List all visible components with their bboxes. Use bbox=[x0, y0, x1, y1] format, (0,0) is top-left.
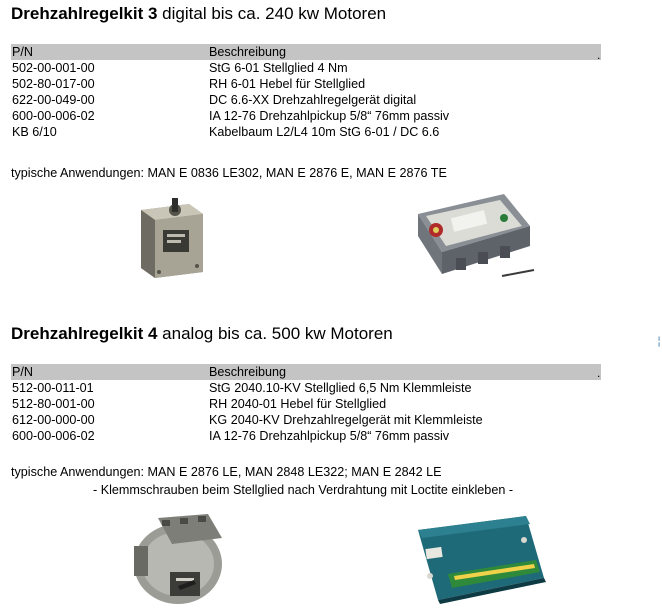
part-description: IA 12-76 Drehzahlpickup 5/8“ 76mm passiv bbox=[209, 429, 450, 443]
part-number: 502-80-017-00 bbox=[12, 77, 95, 91]
part-description: Kabelbaum L2/L4 10m StG 6-01 / DC 6.6 bbox=[209, 125, 440, 139]
part-number: 502-00-001-00 bbox=[12, 61, 95, 75]
kit4-parts-table bbox=[11, 364, 601, 444]
actuator-stg6-photo bbox=[137, 192, 207, 280]
trailing-dot: . bbox=[597, 48, 601, 62]
part-number: KB 6/10 bbox=[12, 125, 57, 139]
part-number: 600-00-006-02 bbox=[12, 109, 95, 123]
part-description: RH 6-01 Hebel für Stellglied bbox=[209, 77, 366, 91]
controller-kg2040-photo bbox=[414, 512, 548, 604]
table-row bbox=[11, 396, 601, 412]
table-header-row bbox=[11, 364, 601, 380]
column-header-description: Beschreibung bbox=[208, 364, 601, 380]
trailing-dot: . bbox=[597, 366, 601, 380]
part-number: 622-00-049-00 bbox=[12, 93, 95, 107]
table-row bbox=[11, 76, 601, 92]
column-header-pn: P/N bbox=[11, 44, 208, 60]
kit3-parts-table bbox=[11, 44, 601, 140]
part-description: StG 6-01 Stellglied 4 Nm bbox=[209, 61, 348, 75]
part-description: RH 2040-01 Hebel für Stellglied bbox=[209, 397, 387, 411]
table-header-row bbox=[11, 44, 601, 60]
kit3-section bbox=[11, 4, 601, 140]
column-header-description: Beschreibung bbox=[208, 44, 601, 60]
kit4-note: - Klemmschrauben beim Stellglied nach Verdrahtung mit Loctite einkleben - bbox=[93, 483, 514, 497]
actuator-stg2040-photo bbox=[128, 510, 228, 608]
part-description: DC 6.6-XX Drehzahlregelgerät digital bbox=[209, 93, 417, 107]
part-description: KG 2040-KV Drehzahlregelgerät mit Klemmleiste bbox=[209, 413, 483, 427]
edge-marker: ╎ bbox=[656, 337, 662, 348]
kit4-title: Drehzahlregelkit 4 analog bis ca. 500 kw Motoren bbox=[11, 324, 393, 343]
kit3-applications: typische Anwendungen: MAN E 0836 LE302, MAN E 2876 E, MAN E 2876 TE bbox=[11, 166, 447, 180]
table-row bbox=[11, 380, 601, 396]
part-number: 512-00-011-01 bbox=[12, 381, 94, 395]
table-row bbox=[11, 428, 601, 444]
kit3-title: Drehzahlregelkit 3 digital bis ca. 240 kw Motoren bbox=[11, 4, 387, 23]
table-row bbox=[11, 108, 601, 124]
column-header-pn: P/N bbox=[11, 364, 208, 380]
kit4-section bbox=[11, 324, 601, 444]
table-row bbox=[11, 92, 601, 108]
part-number: 512-80-001-00 bbox=[12, 397, 95, 411]
table-row bbox=[11, 412, 601, 428]
part-number: 600-00-006-02 bbox=[12, 429, 95, 443]
table-row bbox=[11, 60, 601, 76]
part-description: IA 12-76 Drehzahlpickup 5/8“ 76mm passiv bbox=[209, 109, 450, 123]
controller-dc66-photo bbox=[412, 188, 536, 284]
part-number: 612-00-000-00 bbox=[12, 413, 95, 427]
table-row bbox=[11, 124, 601, 140]
part-description: StG 2040.10-KV Stellglied 6,5 Nm Klemmleiste bbox=[209, 381, 472, 395]
kit4-applications: typische Anwendungen: MAN E 2876 LE, MAN 2848 LE322; MAN E 2842 LE bbox=[11, 465, 442, 479]
